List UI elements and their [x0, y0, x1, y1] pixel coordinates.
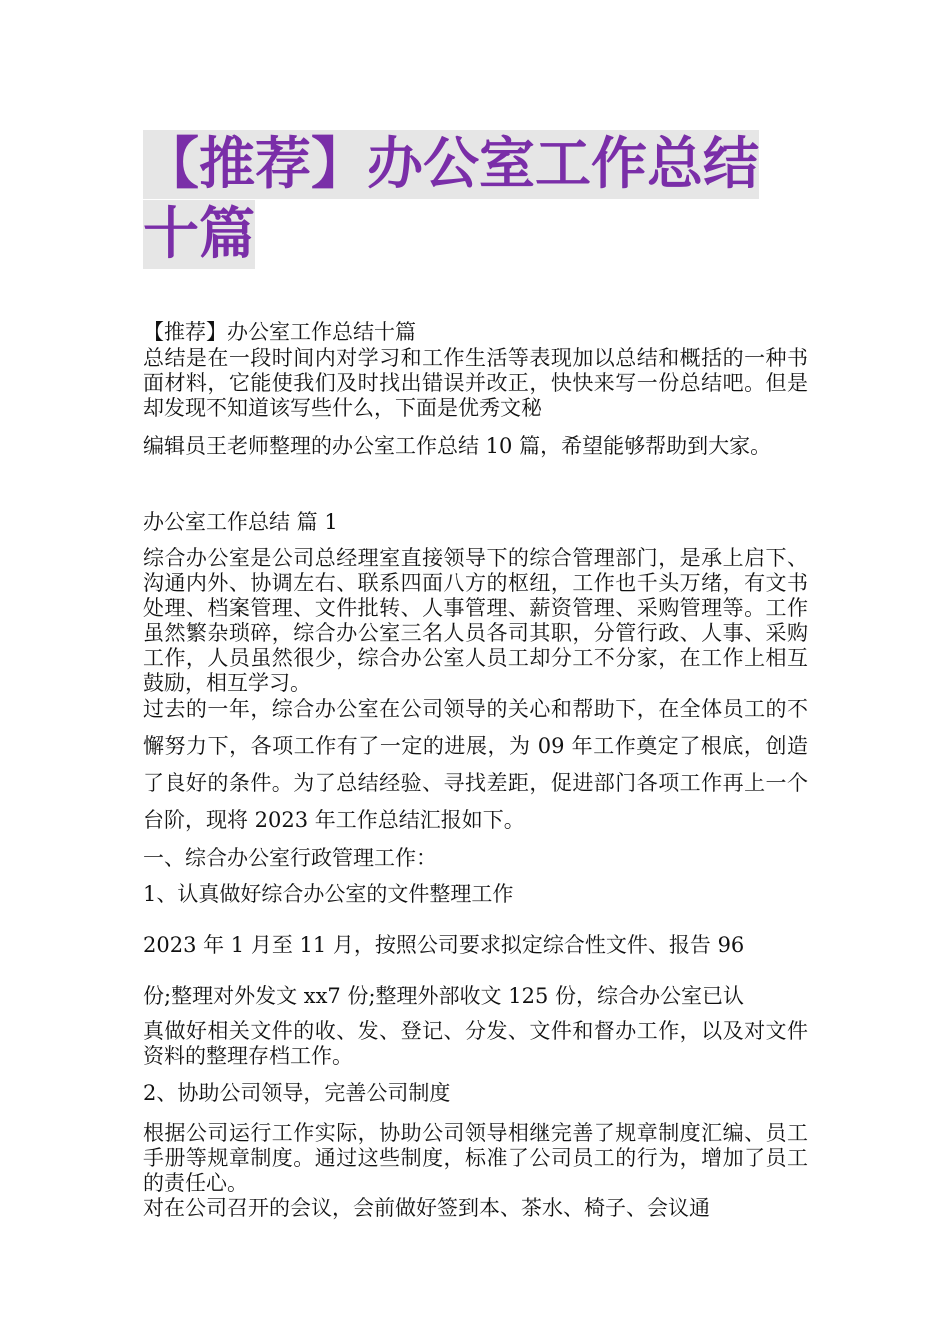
- intro-paragraph-continued: 编辑员王老师整理的办公室工作总结 10 篇，希望能够帮助到大家。: [143, 434, 772, 458]
- paragraph-file-stats-3: 真做好相关文件的收、发、登记、分发、文件和督办工作，以及对文件资料的整理存档工作。: [143, 1019, 808, 1068]
- heading-admin-work: 一、综合办公室行政管理工作：: [143, 846, 437, 870]
- document-title: 【推荐】办公室工作总结十篇: [143, 132, 759, 267]
- paragraph-meetings: 对在公司召开的会议，会前做好签到本、茶水、椅子、会议通: [143, 1196, 710, 1220]
- paragraph-file-stats-1: 2023 年 1 月至 11 月，按照公司要求拟定综合性文件、报告 96: [143, 933, 745, 957]
- paragraph-file-stats-2: 份;整理对外发文 xx7 份;整理外部收文 125 份，综合办公室已认: [143, 984, 744, 1008]
- paragraph-regulations: 根据公司运行工作实际，协助公司领导相继完善了规章制度汇编、员工手册等规章制度。通过这些制度，标准了公司员工的行为，增加了员工的责任心。: [143, 1121, 808, 1195]
- heading-file-work: 1、认真做好综合办公室的文件整理工作: [143, 882, 514, 906]
- heading-assist-leaders: 2、协助公司领导，完善公司制度: [143, 1081, 451, 1105]
- intro-paragraph: 总结是在一段时间内对学习和工作生活等表现加以总结和概括的一种书面材料，它能使我们及时找出错误并改正，快快来写一份总结吧。但是却发现不知道该写些什么，下面是优秀文秘: [143, 346, 808, 420]
- section-heading-1: 办公室工作总结 篇 1: [143, 510, 338, 534]
- paragraph-office-overview: 综合办公室是公司总经理室直接领导下的综合管理部门，是承上启下、沟通内外、协调左右、联系四面八方的枢纽，工作也千头万绪，有文书处理、档案管理、文件批转、人事管理、薪资管理、采购管理等。工作虽然繁杂琐碎，综合办公室三名人员各司其职，分管行政、人事、采购工作，人员虽然很少，综合办公室人员工却分工不分家，在工作上相互鼓励，相互学习。: [143, 546, 808, 695]
- subtitle-line: 【推荐】办公室工作总结十篇: [143, 320, 416, 344]
- paragraph-past-year: 过去的一年，综合办公室在公司领导的关心和帮助下，在全体员工的不懈努力下，各项工作有了一定的进展，为 09 年工作奠定了根底，创造了良好的条件。为了总结经验、寻找差距，促进部门各项工作再上一个台阶，现将 2023 年工作总结汇报如下。: [143, 697, 808, 832]
